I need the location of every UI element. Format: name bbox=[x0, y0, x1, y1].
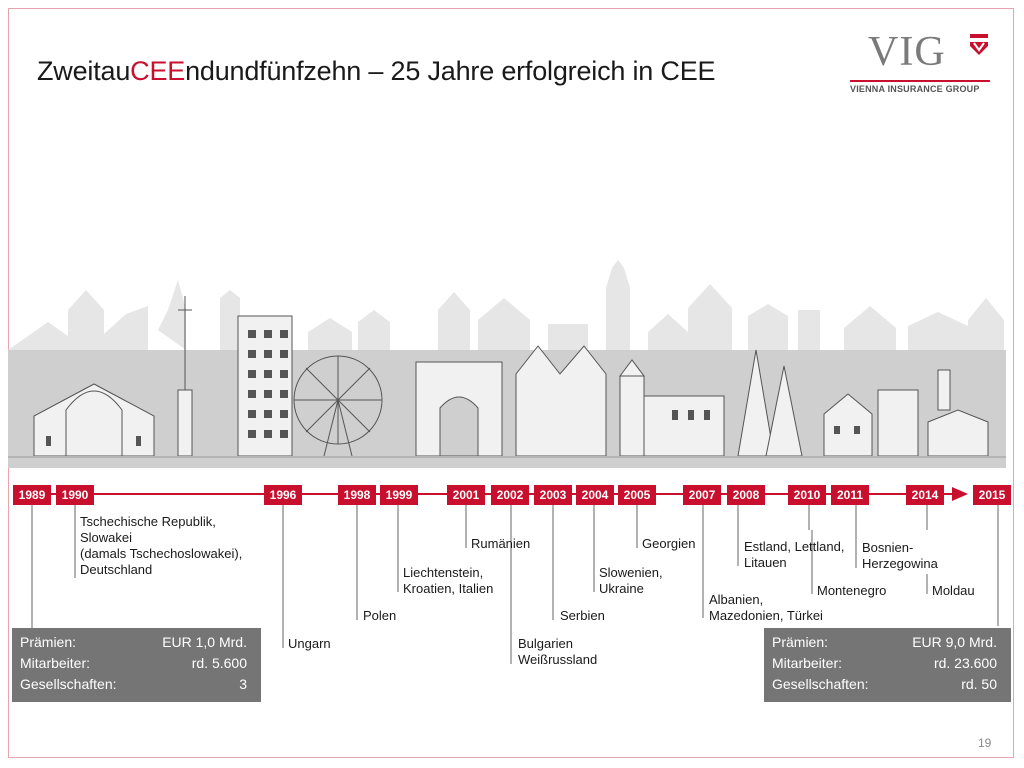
logo-text: VIG bbox=[868, 29, 946, 75]
title-part-2: ndundfünfzehn – 25 Jahre erfolgreich in CEE bbox=[185, 56, 716, 86]
stat-label: Prämien: bbox=[20, 634, 77, 650]
year-marker-2015: 2015 bbox=[973, 485, 1011, 505]
event-line: Rumänien bbox=[471, 536, 531, 551]
event-line: Serbien bbox=[560, 608, 605, 623]
stat-value: rd. 23.600 bbox=[933, 655, 997, 671]
stat-value: EUR 9,0 Mrd. bbox=[912, 634, 997, 650]
year-marker-2008: 2008 bbox=[727, 485, 765, 505]
year-marker-1990: 1990 bbox=[56, 485, 94, 505]
event-line: Deutschland bbox=[80, 562, 153, 577]
year-marker-2014: 2014 bbox=[906, 485, 944, 505]
logo-subtitle: VIENNA INSURANCE GROUP bbox=[850, 84, 980, 94]
vig-heraldic-mark-icon bbox=[968, 34, 990, 56]
year-marker-1989: 1989 bbox=[13, 485, 51, 505]
event-line: Kroatien, Italien bbox=[403, 581, 494, 596]
stat-label: Mitarbeiter: bbox=[772, 655, 843, 671]
stat-value: rd. 5.600 bbox=[191, 655, 247, 671]
event-line: Ukraine bbox=[599, 581, 644, 596]
year-marker-2010: 2010 bbox=[788, 485, 826, 505]
event-line: Montenegro bbox=[817, 583, 887, 598]
event-line: Slowenien, bbox=[599, 565, 663, 580]
slide-title bbox=[37, 56, 715, 87]
year-marker-2007: 2007 bbox=[683, 485, 721, 505]
stat-label: Gesellschaften: bbox=[20, 676, 117, 692]
event-line: Litauen bbox=[744, 555, 787, 570]
stat-label: Mitarbeiter: bbox=[20, 655, 91, 671]
year-marker-2005: 2005 bbox=[618, 485, 656, 505]
year-marker-2001: 2001 bbox=[447, 485, 485, 505]
event-line: Weißrussland bbox=[518, 652, 598, 667]
event-line: Ungarn bbox=[288, 636, 331, 651]
stat-value: rd. 50 bbox=[961, 676, 997, 692]
stat-value: EUR 1,0 Mrd. bbox=[162, 634, 247, 650]
year-marker-2003: 2003 bbox=[534, 485, 572, 505]
stat-label: Prämien: bbox=[772, 634, 829, 650]
event-line: Polen bbox=[363, 608, 397, 623]
year-marker-1996: 1996 bbox=[264, 485, 302, 505]
event-line: Bulgarien bbox=[518, 636, 573, 651]
event-line: Herzegowina bbox=[862, 556, 938, 571]
stat-label: Gesellschaften: bbox=[772, 676, 869, 692]
event-line: Estland, Lettland, bbox=[744, 539, 845, 554]
event-line: (damals Tschechoslowakei), bbox=[80, 546, 243, 561]
event-line: Moldau bbox=[932, 583, 975, 598]
logo-underline bbox=[850, 80, 990, 82]
year-marker-1998: 1998 bbox=[338, 485, 376, 505]
year-marker-2002: 2002 bbox=[491, 485, 529, 505]
year-marker-1999: 1999 bbox=[380, 485, 418, 505]
title-accent: CEE bbox=[130, 56, 186, 86]
cee-city-skyline bbox=[8, 250, 1006, 478]
event-line: Georgien bbox=[642, 536, 696, 551]
vig-logo bbox=[850, 28, 990, 98]
title-part-1: Zweitau bbox=[37, 56, 131, 86]
page-number: 19 bbox=[978, 736, 992, 750]
event-line: Slowakei bbox=[80, 530, 133, 545]
stat-value: 3 bbox=[239, 676, 247, 692]
event-line: Liechtenstein, bbox=[403, 565, 484, 580]
event-line: Tschechische Republik, bbox=[80, 514, 216, 529]
event-line: Mazedonien, Türkei bbox=[709, 608, 823, 623]
year-marker-2004: 2004 bbox=[576, 485, 614, 505]
event-line: Albanien, bbox=[709, 592, 764, 607]
event-line: Bosnien- bbox=[862, 540, 914, 555]
year-marker-2011: 2011 bbox=[831, 485, 869, 505]
